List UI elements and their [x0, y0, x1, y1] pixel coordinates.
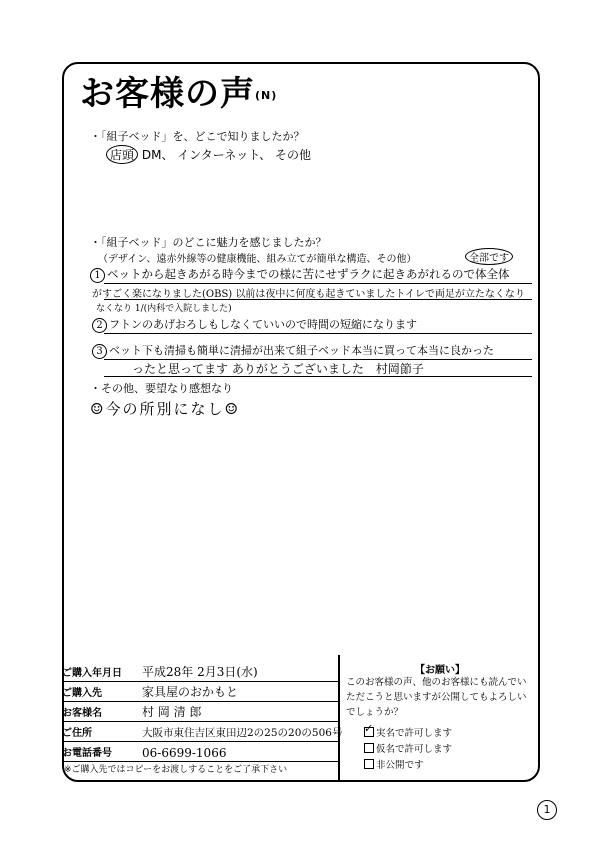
- option-other: その他: [274, 148, 311, 162]
- rule-line: [104, 376, 532, 377]
- answer-line: 1 ベットから起きあがる時今までの様に苦にせずラクに起きあがれるので体全体: [90, 266, 510, 283]
- option-internet: インターネット、: [177, 148, 272, 162]
- form-row-name: お客様名 村 岡 清 郎: [62, 702, 340, 722]
- question-1-options: [106, 145, 311, 164]
- page-number: 1: [537, 800, 557, 820]
- option-store: 店頭: [106, 145, 138, 164]
- checkbox-checked[interactable]: [364, 727, 374, 737]
- title-text: お客様の声: [80, 74, 255, 114]
- answer-line: がすごく楽になりました(OBS) 以前は夜中に何度も起きていましたトイレで両足が立たなくなり: [92, 289, 525, 300]
- option-dm: DM、: [141, 148, 174, 162]
- answer-line: 3 ベット下も清掃も簡単に清掃が出来て組子ベッド本当に買って本当に良かった: [92, 342, 494, 359]
- question-3-answer: ☺今の所別になし☺: [90, 400, 240, 418]
- form-row-store: ご購入先 家具屋のおかもと: [62, 682, 340, 702]
- footnote: ※ご購入先ではコピーをお渡しすることをご了承下さい: [64, 765, 288, 775]
- rule-line: [104, 299, 532, 300]
- page-title: [80, 66, 277, 115]
- rule-line: [104, 283, 532, 284]
- request-text: このお客様の声、他のお客様にも読んでいただこうと思いますが公開してもよろしいでしょうか？: [346, 677, 527, 718]
- form-row-phone: お電話番号 06-6699-1066: [62, 742, 340, 762]
- option-pseudonym[interactable]: 仮名で許可します: [364, 741, 452, 755]
- answer-line: 2 フトンのあげおろしもしなくていいので時間の短縮になります: [92, 316, 417, 333]
- option-private[interactable]: 非公開です: [364, 757, 424, 771]
- answer-line: なくなり 1/(内科で入院しました): [96, 304, 232, 314]
- question-2-extra: 全部です: [465, 248, 513, 265]
- request-header: 【お願い】: [415, 665, 465, 676]
- form-row-address: ご住所 大阪市東住吉区東田辺2の25の20の506号: [62, 722, 340, 742]
- checkbox[interactable]: [364, 743, 374, 753]
- checkbox[interactable]: [364, 759, 374, 769]
- question-2: ・「組子ベッド」のどこに魅力を感じましたか？: [90, 236, 327, 249]
- option-real-name[interactable]: ✓実名で許可します: [364, 725, 452, 739]
- form-row-date: ご購入年月日 平成28年 2月3日(水): [62, 662, 340, 682]
- question-1: ・「組子ベッド」を、どこで知りましたか？: [90, 130, 305, 143]
- publication-request-box: [338, 655, 540, 782]
- title-mark: (N): [255, 89, 278, 102]
- rule-line: [104, 333, 532, 334]
- answer-line: ったと思ってます ありがとうございました 村岡節子: [132, 362, 424, 376]
- question-2-options: （デザイン、遠赤外線等の健康機能、組み立てが簡単な構造、その他）: [98, 254, 417, 265]
- question-3: ・その他、要望なり感想なり: [90, 382, 233, 395]
